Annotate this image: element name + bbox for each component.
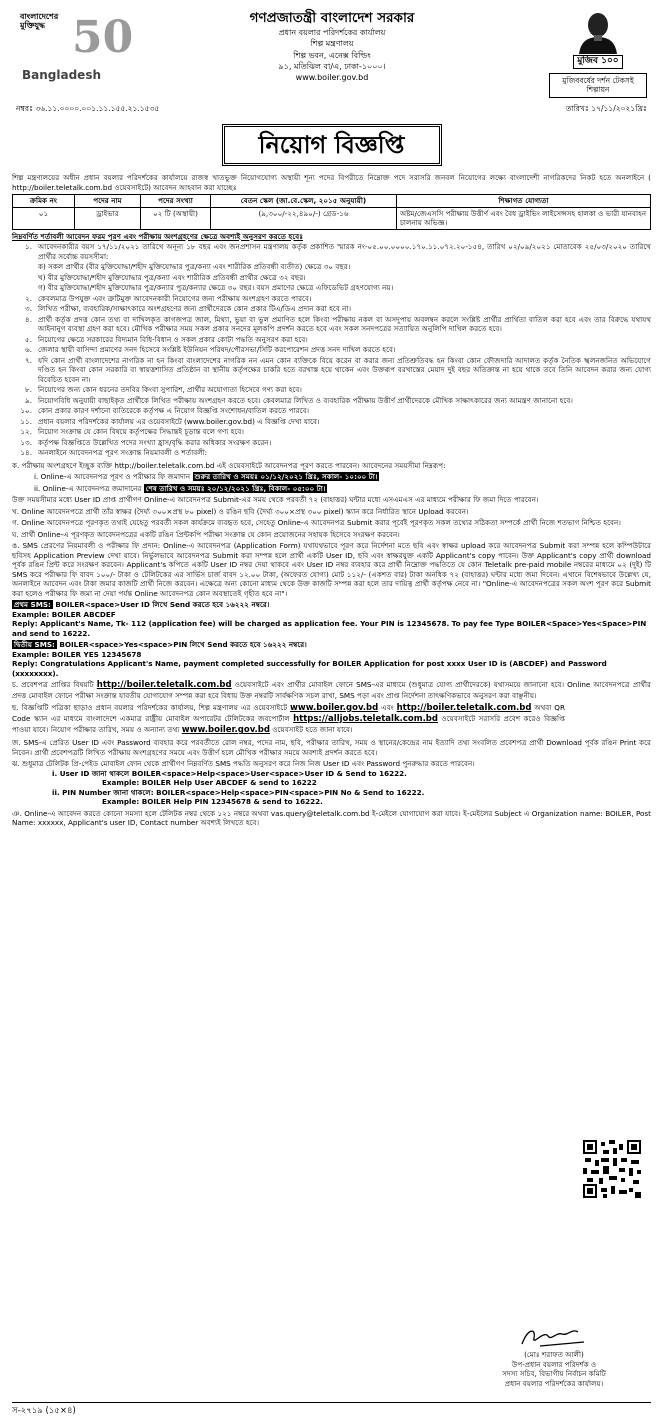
sms-second-example: Example: BOILER YES 12345678 [12, 649, 142, 659]
ministry-name: শিল্প মন্ত্রণালয় [310, 39, 354, 49]
rule-chha-prefix: ছ. বিজ্ঞপ্তিটি পত্রিকা ছাড়াও প্রধান বয়লার পরিদর্শকের কার্যালয়, শিল্প মন্ত্রণালয় এর ওয়েবসাইটে [12, 702, 288, 712]
cell-serial: ০১ [13, 207, 75, 229]
item-number: ৭. [25, 355, 32, 365]
item-number: ১২. [20, 427, 32, 436]
cell-scale: (৯,৩০০/-২২,৪৯০/-) গ্রেড-১৬ [211, 207, 397, 229]
signatory-title-2: সদস্য সচিব, বিভাগীয় নির্বাচন কমিটি [502, 1369, 606, 1379]
item-text: কোন প্রকার কারণ দর্শানো ব্যতিরেকে কর্তৃপক্ষ এ নিয়োগ বিজ্ঞপ্তি সংশোধন/বাতিল করতে পারবে। [38, 406, 310, 415]
item-number: ৮. [25, 385, 32, 394]
col-count: পদের সংখ্যা [141, 195, 211, 208]
mujib-year-logo [549, 10, 647, 98]
item-text: নিয়োগের জন্য কোন ধরনের তদবির কিংবা সুপারিশ, প্রার্থীর অযোগ্যতা হিসেবে গণ্য করা হবে। [38, 385, 302, 394]
list-item [12, 273, 651, 283]
logo-country: Bangladesh [22, 68, 102, 82]
boiler-site-link[interactable]: www.boiler.gov.bd [290, 702, 379, 713]
boiler-site-link[interactable]: www.boiler.gov.bd [181, 725, 270, 736]
letterhead [12, 6, 651, 118]
list-item [12, 315, 651, 334]
deadline-start [12, 472, 651, 482]
recover-userid-example: Example: BOILER Help User ABCDEF & send to 16222 [102, 778, 317, 788]
list-item [12, 396, 651, 406]
list-item [12, 304, 651, 314]
teletalk-link[interactable]: http://boiler.teletalk.com.bd [396, 702, 532, 713]
office-heading [162, 10, 502, 84]
item-text: ক) সকল প্রার্থীর (বীর মুক্তিযোদ্ধা/শহীদ মুক্তিযোদ্ধার পুত্র/কন্যা এবং শারীরিক প্রতিবন্ধী ব্যতীত) ক্ষেত্রে ৩০ বছর। [38, 262, 351, 271]
list-item [12, 448, 651, 458]
item-number: ৯. [25, 395, 32, 405]
deadline-note: উক্ত সময়সীমার মধ্যে User ID প্রাপ্ত প্রার্থীগণ Online-এ আবেদনপত্র Submit-এর সময় থেকে পরবর্তী ৭২ (বাহাত্তর) ঘন্টার মধ্যে এসএমএস এর মাধ্যমে পরীক্ষার ফি জমা দিতে পারবেন। [12, 495, 539, 504]
sms-first-example: Example: BOILER ABCDEF [12, 609, 116, 619]
cell-post: ড্রাইভার [75, 207, 141, 229]
item-text: নিয়োগবিধি অনুযায়ী বাছাইকৃত প্রার্থীকে লিখিত পরীক্ষায় অংশগ্রহণ করতে হবে। কেবলমাত্র লিখিত ও ব্যবহারিক পরীক্ষায় উত্তীর্ণ প্রার্থীদেরকে মৌখিক সাক্ষাৎকারের জন্য আমন্ত্রণ জানানো হবে। [38, 395, 573, 405]
online-rules [12, 461, 651, 828]
item-text: খ) বীর মুক্তিযোদ্ধা/শহীদ মুক্তিযোদ্ধার পুত্র/কন্যা এবং শারীরিক প্রতিবন্ধী প্রার্থীর ক্ষেত্রে ৩২ বছর। [38, 272, 306, 282]
rule-kha: খ. Online আবেদনপত্রে প্রার্থী তাঁর স্বাক্ষর (দৈর্ঘ্য ৩০০×প্রস্থ ৮০ pixel) ও রঙিন ছবি (দৈর্ঘ্য ৩০০×প্রস্থ ৩০০ pixel) স্ক্যান করে নির্ধারিত স্থানে Upload করবেন। [12, 506, 469, 516]
bangladesh-50-logo [20, 12, 134, 104]
item-text: জেলার স্থায়ী বাসিন্দা প্রমাণের সনদ হিসেবে সংশ্লিষ্ট ইউনিয়ন পরিষদ/পৌরসভা/সিটি করপোরেশন প্রদত্ত সনদ দাখিল করতে হবে। [38, 345, 396, 354]
sms-first-reply: Reply: Applicant's Name, Tk- 112 (application fee) will be charged as application fee. Your PIN is 12345678. To pay fee Type BOILER<Space>Yes<Space>PIN and send to 16222. [12, 619, 647, 638]
logo-fifty: 50 [72, 12, 134, 63]
signatory-name: (মোঃ শরাফত আলী) [524, 1350, 584, 1359]
item-number [12, 273, 38, 283]
item-number [12, 283, 38, 293]
list-item [12, 345, 651, 355]
rule-chha-mid2: অথবা QR Code স্ক্যান এর মাধ্যমে বাংলাদেশে একমাত্র রাষ্ট্রীয় মোবাইল অপারেটর টেলিটকের জবপোর্টাল [12, 702, 565, 723]
deadline-end-label: ii. Online-এ আবেদনপত্র জমাদানের [34, 483, 142, 493]
sms-second-reply: Reply: Congratulations Applicant's Name, payment completed successfully for BOILER Application for post xxxx User ID is (ABCDEF) and Password (xxxxxxxx). [12, 659, 607, 678]
item-text: কর্তৃপক্ষ বিজ্ঞপ্তিতে উল্লেখিত পদের সংখ্যা হ্রাস/বৃদ্ধি করার অধিকার সংরক্ষণ করেন। [38, 437, 272, 447]
alljobs-link[interactable]: https://alljobs.teletalk.com.bd [293, 713, 438, 724]
office-website: www.boiler.gov.bd [295, 73, 369, 83]
col-scale: বেতন স্কেল (জা.বে.স্কেল, ২০১৫ অনুযায়ী) [211, 195, 397, 208]
signature-block [469, 1324, 639, 1389]
item-number: ১০. [20, 406, 32, 415]
rule-chha-mid3: ওয়েবসাইটে সরাসরি প্রবেশ করেও বিজ্ঞপ্তি পাওয়া যাবে। নিয়োগ পরীক্ষার তারিখ, সময় ও অন্যান্য তথ্য [12, 713, 565, 735]
government-name: গণপ্রজাতন্ত্রী বাংলাদেশ সরকার [249, 10, 415, 26]
item-text: নিয়োগের ক্ষেত্রে সরকারের বিদ্যমান বিধি-বিধান ও সকল প্রকার কোটা পদ্ধতি অনুসরণ করা হবে। [38, 334, 308, 344]
list-item [12, 294, 651, 304]
portrait-icon [573, 10, 623, 54]
list-item [12, 438, 651, 448]
item-text: প্রার্থী কর্তৃক প্রদত্ত কোন তথ্য বা দাখিলকৃত কাগজপত্র জাল, মিথ্যা, ভুয়া বা ভুল প্রমাণিত হলে কিংবা পরীক্ষায় নকল বা অসদুপায় অবলম্বন করলে সংশ্লিষ্ট প্রার্থীর প্রার্থিতা বাতিল করা হবে এবং তার বিরুদ্ধে যথাযথ আইনানুগ ব্যবস্থা গ্রহণ করা হবে। মৌখিক পরীক্ষার সময় সকল প্রকার সনদের মূলকপি প্রদর্শন করতে হবে এবং সকল সনদপত্রের সত্যায়িত অনুলিপি দাখিল করতে হবে। [38, 314, 651, 333]
mujib-badge: মুজিব ১০০ [573, 55, 622, 69]
deadline-end [12, 484, 651, 494]
list-item [12, 385, 651, 395]
list-item [12, 335, 651, 345]
rule-chha-mid1: এবং [381, 702, 394, 712]
item-text: প্রধান বয়লার পরিদর্শকের কার্যালয় এর ওয়েবসাইটে (www.boiler.gov.bd) এ বিজ্ঞপ্তি দেখা যাবে। [38, 416, 320, 426]
teletalk-link[interactable]: http://boiler.teletalk.com.bd [96, 680, 232, 690]
col-serial: ক্রমিক নং [13, 195, 75, 208]
item-number: ১৪. [20, 448, 32, 457]
conditions-heading: নিম্নবর্ণিত শর্তাবলী আবেদন ফরম পূরণ এবং পরীক্ষায় অংশগ্রহণের ক্ষেত্রে অবশ্যই অনুসরণ করতে হবেঃ [12, 231, 304, 241]
table-header-row [13, 195, 651, 208]
col-qualification: শিক্ষাগত যোগ্যতা [397, 195, 651, 208]
signature-icon [469, 1324, 639, 1350]
col-post: পদের নাম [75, 195, 141, 208]
rule-ja: জ. SMS-এ প্রেরিত User ID এবং Password ব্যবহার করে পরবর্তীতে রোল নম্বর, পদের নাম, ছবি, পরীক্ষার তারিখ, সময় ও স্থানের/কেন্দ্রের নাম ইত্যাদি তথ্য সংবলিত প্রবেশপত্র প্রার্থী Download পূর্বক রঙিন Print করে নিবেন। প্রার্থী প্রবেশপত্রটি লিখিত পরীক্ষায় অংশগ্রহণের সময়ে এবং উত্তীর্ণ হলে মৌখিক পরীক্ষার সময়ে অবশ্যই প্রদর্শন করতে হবে। [12, 738, 651, 757]
item-number: ১৩. [20, 437, 32, 447]
list-item [12, 427, 651, 437]
item-text: যদি কোন প্রার্থী বাংলাদেশের নাগরিক না হন কিংবা বাংলাদেশের নাগরিক নন এমন কোন ব্যক্তিকে বিয়ে করেন বা করার জন্য প্রতিশ্রুতিবদ্ধ হন কিংবা কোন ফৌজদারি আদালত কর্তৃক নৈতিক স্খলনজনিত অভিযোগে দণ্ডিত হন কিংবা কোন সরকারি বা স্বায়ত্তশাসিত প্রতিষ্ঠান বা স্থানীয় কর্তৃপক্ষের চাকরি হতে বরখাস্ত হয়ে থাকেন এবং উক্তরূপ বরখাস্তের মেয়াদ দুই বছর অতিক্রান্ত না হয়ে থাকে তবে তিনি আবেদন করার জন্য যোগ্য বিবেচিত হবেন না। [38, 355, 651, 384]
deadline-start-label: i. Online-এ আবেদনপত্র পূরণ ও পরীক্ষার ফি জমাদান [34, 472, 191, 481]
item-number: ২. [25, 293, 32, 303]
rule-chha-end: ওয়েবসাইট হতে জানা যাবে। [272, 725, 353, 735]
item-text: কেবলমাত্র উপযুক্ত এবং ত্রুটিমুক্ত আবেদনকারী নিয়োগের জন্য পরীক্ষায় অংশগ্রহণ করতে পারবে। [38, 293, 312, 303]
rule-ga: গ. Online আবেদনপত্রে পূরণকৃত তথ্যই যেহেতু পরবর্তী সকল কার্যক্রমে ব্যবহৃত হবে, সেহেতু Online-এ আবেদনপত্র Submit করার পূর্বেই পূরণকৃত সকল তথ্যের সঠিকতা সম্পর্কে প্রার্থী নিজে শতভাগ নিশ্চিত হবেন। [12, 518, 621, 527]
item-number: ৪. [25, 314, 32, 324]
deadline-end-date: শেষ তারিখ ও সময়ঃ ২০/১২/২০২১ খ্রিঃ, বিকাল- ০৫:০০ টা। [145, 483, 326, 493]
cell-count: ০২ টি (অস্থায়ী) [141, 207, 211, 229]
page-title: নিয়োগ বিজ্ঞপ্তি [222, 124, 442, 166]
list-item [12, 262, 651, 272]
vacancy-table [12, 194, 651, 230]
item-text: নিয়োগ সংক্রান্ত যে কোন বিষয়ে কর্তৃপক্ষের সিদ্ধান্তই চূড়ান্ত বলে গণ্য হবে। [38, 427, 245, 436]
recover-pin: ii. PIN Number জানা থাকলে: BOILER<space>Help<space>PIN<space>PIN No & Send to 16222. [52, 787, 425, 797]
sms-first-label: প্রথম SMS: [14, 600, 51, 609]
qr-code-icon[interactable] [581, 1138, 643, 1200]
rule-ka: ক. পরীক্ষায় অংশগ্রহণে ইচ্ছুক ব্যক্তি http://boiler.teletalk.com.bd এই ওয়েবসাইটে আবেদনপত্র পূরণ করতে পারবেন। আবেদনের সময়সীমা নিম্নরূপ: [12, 460, 446, 470]
item-text: আবেদনকারীর বয়স ১৭/১১/২০২১ তারিখে অনূন্য ১৮ বছর এবং জনপ্রশাসন মন্ত্রণালয় কর্তৃক প্রকাশিত স্মারক নং-০৫.০০.০০০০.১৭০.১১.০৭২.২০-১৫৪, তারিখ ০২/০৯/২০২১ মোতাবেক ২৫/০৩/২০২০ তারিখে প্রার্থীর সর্বোচ্চ বয়সসীমা: [38, 242, 651, 261]
item-number: ৩. [25, 304, 32, 313]
deadline-start-date: শুরুর তারিখ ও সময়ঃ ০১/১২/২০২১ খ্রিঃ, সকাল- ১০:০০ টা। [194, 472, 378, 481]
logo-line1: বাংলাদেশের [20, 12, 59, 21]
sms-second-text: BOILER<space>Yes<space>PIN লিখে Send করতে হবে ১৬২২২ নম্বরে। [56, 640, 307, 649]
list-item [12, 242, 651, 261]
intro-paragraph: শিল্প মন্ত্রণালয়ের অধীন প্রধান বয়লার পরিদর্শকের কার্যালয়ে রাজস্ব খাতভুক্ত নিয়োগযোগ্য অস্থায়ী শূন্য পদের বিপরীতে নিম্নোক্ত পদে সরাসরি জনবল নিয়োগের লক্ষ্যে বাংলাদেশী নাগরিকদের নিকট হতে অনলাইনে ( http://boiler.teletalk.com.bd ওয়েবসাইটে) আবেদন আহবান করা যাচ্ছেঃ [12, 173, 651, 192]
print-code: স-২৭১৯ (১৫×৪) [12, 1406, 76, 1416]
signatory-title-3: প্রধান বয়লার পরিদর্শকের কার্যালয়। [504, 1379, 604, 1389]
item-number: ৫. [25, 334, 32, 344]
office-name: প্রধান বয়লার পরিদর্শকের কার্যালয় [278, 27, 386, 37]
rule-nya: ঞ. Online-এ আবেদন করতে কোনো সমস্যা হলে টেলিটক নম্বর থেকে ১২১ নম্বরে অথবা vas.query@teletalk.com.bd ই-মেইলে যোগাযোগ করা যাবে। ই-মেইলের Subject এ Organization name: BOILER, Post Name: xxxxxx, Applicant's user ID, Contact number অবশ্যই লিখতে হবে। [12, 808, 651, 828]
item-number [12, 262, 38, 272]
recover-pin-example: Example: BOILER Help PIN 12345678 & send to 16222. [102, 797, 323, 807]
sms-second-label: দ্বিতীয় SMS: [14, 640, 55, 649]
memo-number: নম্বরঃ ৩৬.১১.০০০০.০০১.১১.১৫৫.২১.১৫৩৫ [16, 104, 160, 113]
item-text: লিখিত পরীক্ষা, ব্যবহারিক/সাক্ষাৎকারে অংশগ্রহণের জন্য প্রার্থীদেরকে কোন প্রকার টিএ/ডিএ প্রদান করা হবে না। [38, 304, 352, 313]
item-number: ১১. [20, 416, 32, 426]
rule-gha: ঘ. প্রার্থী Online-এ পূরণকৃত আবেদনপত্রের একটি রঙিন প্রিন্টকপি পরীক্ষা সংক্রান্ত যে কোন প্রয়োজনের সহায়ক হিসেবে সংরক্ষণ করবেন। [12, 529, 400, 539]
sms-second [12, 640, 651, 650]
list-item [12, 283, 651, 293]
item-text: অনলাইনে আবেদনপত্র পূরণ সংক্রান্ত নিয়মাবলী ও শর্তাবলী: [38, 448, 208, 457]
list-item [12, 406, 651, 416]
list-item [12, 417, 651, 427]
divider [12, 1402, 651, 1403]
reference-row [16, 104, 647, 114]
rule-uma: ঙ. SMS প্রেরণের নিয়মাবলী ও পরীক্ষার ফি প্রদান: Online-এ আবেদনপত্র (Application Form) যথাযথভাবে পূরণ করে নির্দেশনা মতে ছবি এবং স্বাক্ষর upload করে আবেদনপত্র Submit করা সম্পন্ন হলে কম্পিউটারে ছবিসহ Application Preview দেখা যাবে। নির্ভুলভাবে আবেদনপত্র Submit করা সম্পন্ন হলে প্রার্থী একটি User ID, ছবি এবং স্বাক্ষরযুক্ত একটি Applicant's copy পাবেন। উক্ত Applicant's copy প্রার্থী download পূর্বক রঙিন প্রিন্ট করে সংরক্ষণ করবেন। Applicant's কপিতে একটি User ID নম্বর দেয়া থাকবে এবং User ID নম্বর ব্যবহার করে প্রার্থী নিম্নোক্ত পদ্ধতিতে যে কোন Teletalk pre-paid mobile নম্বরের মাধ্যমে ০২ (দুই) টি SMS করে পরীক্ষার ফি বাবদ ১০০/- টাকা ও টেলিটকের এর সার্ভিস চার্জ বাবদ ১২.০০ টাকা, (অফেরত যোগ্য) মোট ১১২/- (একশত বার) টাকা অনধিক ৭২ (বাহাত্তর) ঘন্টার মধ্যে জমা দিবেন। এখানে বিশেষভাবে উল্লেখ্য যে, অনলাইনে আবেদন এবং টাকা জমার কাজটি প্রার্থী নিজে করবেন। এক্ষেত্রে অন্য কোনো মাধ্যম থেকে উক্ত কাজটি সম্পন্ন করা হলে তার দায়িত্ব প্রার্থী কর্তৃপক্ষ নেবে না। "Online-এ আবেদনপত্রের সকল অংশ পূরণ করে Submit করা হলেও পরীক্ষার ফি জমা না দেয়া পর্যন্ত Online আবেদনপত্র কোন অবস্থাতেই গৃহীত হবে না"। [12, 541, 651, 598]
office-address: ৯১, মতিঝিল বা/এ, ঢাকা-১০০০। [278, 61, 386, 71]
item-text: গ) বীর মুক্তিযোদ্ধা/শহীদ মুক্তিযোদ্ধার পুত্র/কন্যার পুত্র/কন্যার ক্ষেত্রে ৩০ বছর। বয়স প্রমাণের ক্ষেত্রে এফিডেভিট গ্রহণযোগ্য নয়। [38, 283, 394, 292]
logo-line2: মুক্তিযুদ্ধ [20, 21, 45, 31]
memo-date: তারিখঃ ১৭/১১/২০২১খ্রিঃ [565, 104, 647, 113]
building-name: শিল্প ভবন, এনেক্স বিল্ডিং [293, 50, 371, 60]
rule-cha [12, 680, 651, 701]
conditions-list [12, 242, 651, 459]
rule-cha-rest: ওয়েবসাইটে এবং প্রার্থীর মোবাইল ফোনে SMS-এর মাধ্যমে (শুধুমাত্র যোগ্য প্রার্থীদেরকে) যথাসময়ে জানানো হবে। Online আবেদনপত্রে প্রার্থীর প্রদত্ত মোবাইল ফোনে পরীক্ষা সংক্রান্ত যাবতীয় যোগাযোগ সম্পন্ন করা হবে বিধায় উক্ত নম্বরটি সার্বক্ষণিক সচল রাখা, SMS পড়া এবং প্রাপ্ত নির্দেশনা তাৎক্ষণিকভাবে অনুসরণ করা বাঞ্ছনীয়। [12, 680, 651, 701]
slogan-box: মুজিববর্ষের দর্শন টেকসই শিল্পায়ন [549, 73, 647, 98]
signatory-title-1: উপ-প্রধান বয়লার পরিদর্শক ও [511, 1359, 597, 1369]
cell-qualification: অষ্টম/জেএসসি পরীক্ষায় উত্তীর্ণ এবং বৈধ ড্রাইভিং লাইসেন্সসহ হালকা ও ভারী যানবাহন চালনায় অভিজ্ঞ। [397, 207, 651, 229]
rule-cha-prefix: চ. প্রবেশপত্র প্রাপ্তির বিষয়টি [12, 680, 94, 689]
sms-first-text: BOILER<space>User ID লিখে Send করতে হবে ১৬২২২ নম্বরে। [52, 600, 270, 609]
item-number: ১. [25, 242, 32, 251]
rule-chha [12, 703, 651, 737]
rule-jha: ঝ. শুধুমাত্র টেলিটক প্রি-পেইড মোবাইল ফোন থেকে প্রার্থীগণ নিম্নবর্ণিত SMS পদ্ধতি অনুসরণ করে নিজ নিজ User ID এবং Password পুনরুদ্ধার করতে পারবেন। [12, 759, 475, 769]
sms-first [12, 600, 651, 610]
recover-userid: i. User ID জানা থাকলে BOILER<space>Help<space>User<space>User ID & Send to 16222. [52, 768, 407, 778]
table-row [13, 207, 651, 229]
item-number: ৬. [25, 345, 32, 354]
list-item [12, 356, 651, 385]
